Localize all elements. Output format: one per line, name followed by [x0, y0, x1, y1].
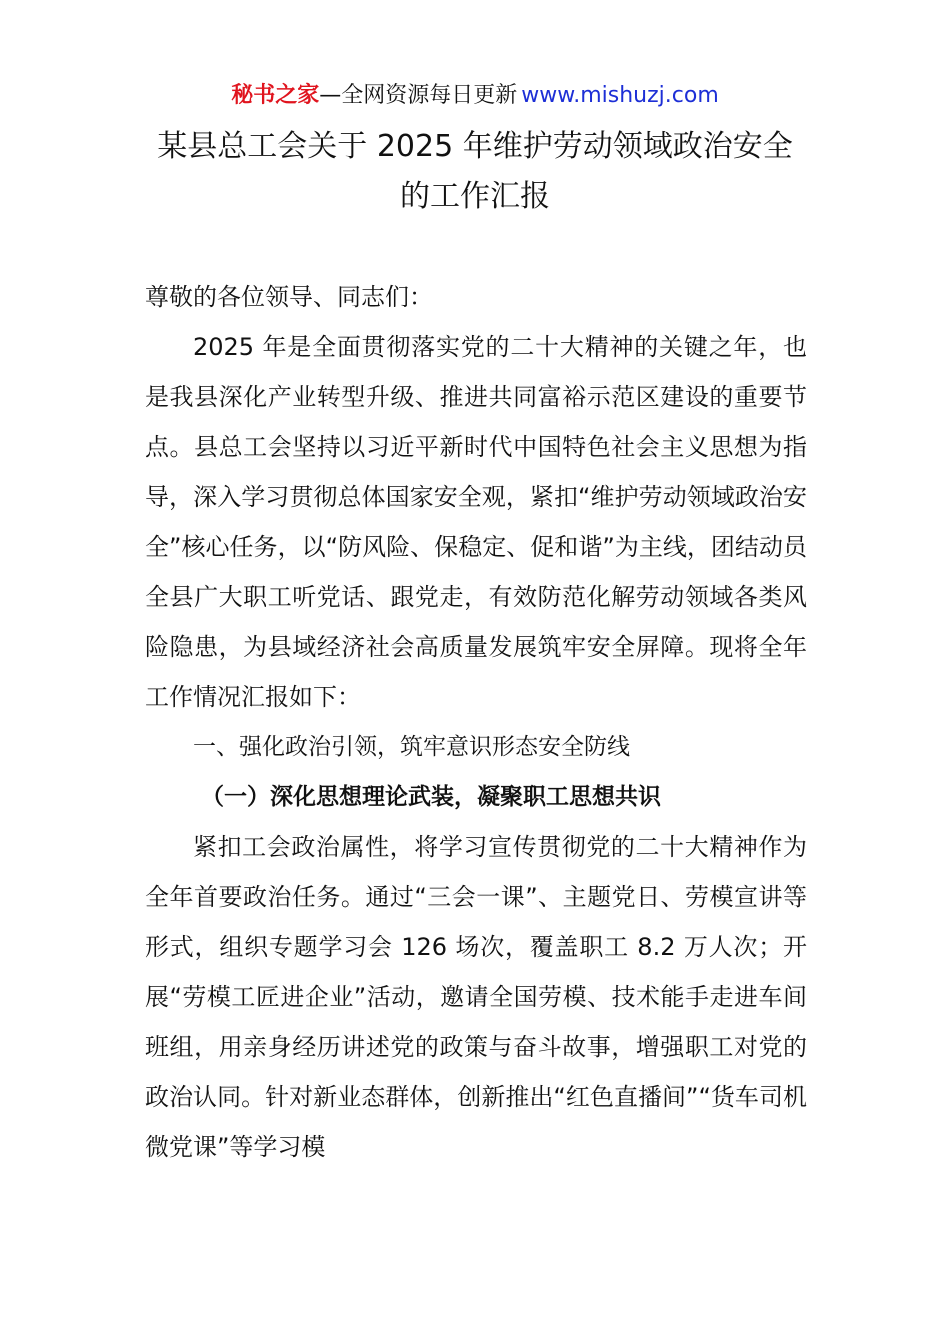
subsection-1-paragraph: 紧扣工会政治属性，将学习宣传贯彻党的二十大精神作为全年首要政治任务。通过“三会一课”、主题党日、劳模宣讲等形式，组织专题学习会 126 场次，覆盖职工 8.2 万人次；开展“劳模工匠进企业”活动，邀请全国劳模、技术能手走进车间班组，用亲身经历讲述党的政策与奋斗故事，增强职工对党的政治认同。针对新业态群体，创新推出“红色直播间”“货车司机微党课”等学习模 [145, 833, 807, 1161]
document-title [100, 122, 850, 222]
site-header [0, 78, 950, 114]
header-tagline: —全网资源每日更新 [319, 83, 518, 108]
salutation: 尊敬的各位领导、同志们： [145, 283, 433, 311]
brand-name: 秘书之家 [231, 83, 320, 108]
title-line-2: 的工作汇报 [400, 179, 550, 214]
intro-paragraph: 2025 年是全面贯彻落实党的二十大精神的关键之年，也是我县深化产业转型升级、推进共同富裕示范区建设的重要节点。县总工会坚持以习近平新时代中国特色社会主义思想为指导，深入学习贯彻总体国家安全观，紧扣“维护劳动领域政治安全”核心任务，以“防风险、保稳定、促和谐”为主线，团结动员全县广大职工听党话、跟党走，有效防范化解劳动领域各类风险隐患，为县域经济社会高质量发展筑牢安全屏障。现将全年工作情况汇报如下： [145, 333, 807, 711]
site-url-link[interactable]: www.mishuzj.com [521, 83, 719, 108]
section-1-heading: 一、强化政治引领，筑牢意识形态安全防线 [193, 734, 630, 760]
title-line-1: 某县总工会关于 2025 年维护劳动领域政治安全 [157, 129, 793, 164]
subsection-1-heading: （一）深化思想理论武装，凝聚职工思想共识 [201, 784, 661, 810]
document-body [145, 272, 807, 1172]
